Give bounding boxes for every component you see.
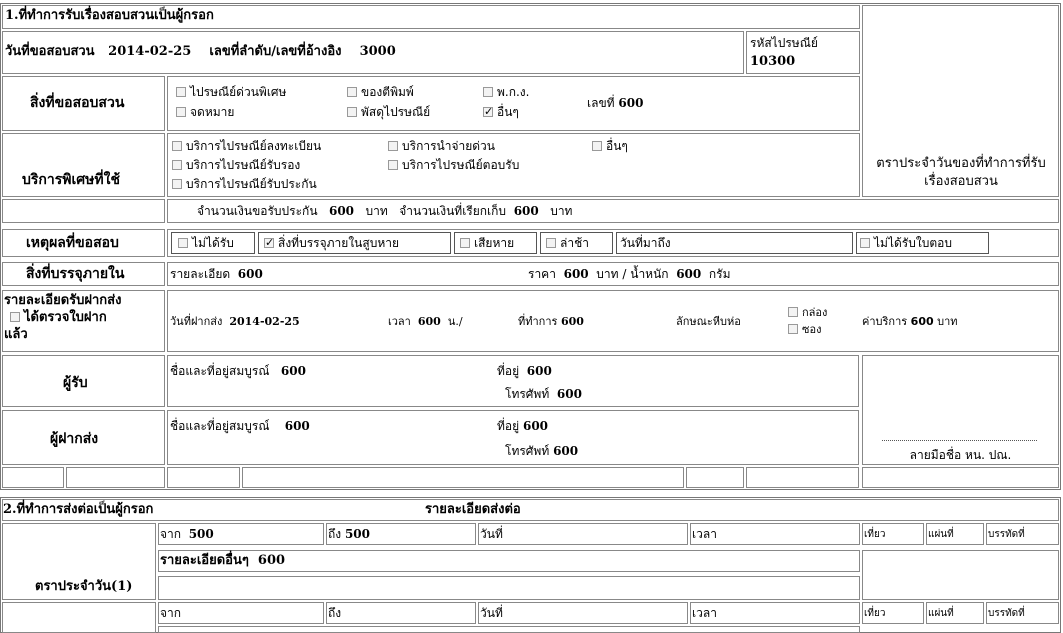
- date-cell-2[interactable]: [478, 602, 688, 624]
- empty-cell-1: [2, 467, 64, 488]
- item-letter[interactable]: จดหมาย: [176, 104, 234, 120]
- time-value: 600: [417, 315, 441, 328]
- from-cell-2[interactable]: [158, 602, 324, 624]
- stamp1-label: ตราประจำวัน(1): [35, 579, 133, 594]
- signature-line: [882, 440, 1037, 441]
- checkbox-icon: [176, 87, 186, 97]
- blank-row: [158, 576, 860, 600]
- deposit-check-checkbox[interactable]: [10, 312, 20, 322]
- money-line: จำนวนเงินขอรับประกัน 600 บาท จำนวนเงินที่เรียกเก็บ 600 บาท: [197, 204, 573, 218]
- package-envelope[interactable]: ซอง: [788, 322, 821, 338]
- empty-cell-3: [167, 467, 240, 488]
- stamp2-cell: [2, 602, 156, 633]
- reason-label: เหตุผลที่ขอสอบ: [26, 235, 119, 251]
- package-box[interactable]: กล่อง: [788, 305, 827, 321]
- service-express-delivery[interactable]: บริการนำจ่ายด่วน: [388, 138, 495, 154]
- checkbox-checked-icon: [483, 107, 493, 117]
- money-row-left: [2, 199, 165, 223]
- insured-value: 600: [328, 204, 355, 218]
- item-no: เลขที่ 600: [587, 96, 644, 110]
- date-cell[interactable]: [478, 523, 688, 545]
- receiver-phone: 600: [556, 387, 582, 401]
- sender-phone: 600: [553, 444, 579, 458]
- empty-cell-4: [242, 467, 684, 488]
- item-other[interactable]: ✓ อื่นๆ: [483, 104, 519, 120]
- item-printed[interactable]: ของตีพิมพ์: [347, 84, 414, 100]
- item-parcel[interactable]: พัสดุไปรษณีย์: [347, 104, 430, 120]
- sender-label: ผู้ฝากส่ง: [50, 431, 99, 447]
- empty-cell-6: [746, 467, 859, 488]
- forward-label: รายละเอียดส่งต่อ: [425, 502, 521, 517]
- checkbox-icon: [347, 107, 357, 117]
- checkbox-icon: [483, 87, 493, 97]
- other-detail-cell-2: [158, 626, 860, 633]
- sender-name: 600: [284, 419, 310, 433]
- empty-cell-2: [66, 467, 165, 488]
- ref-value: 3000: [359, 44, 396, 59]
- services-label: บริการพิเศษที่ใช้: [22, 172, 120, 188]
- signature-label: ลายมือชื่อ หน. ปณ.: [909, 448, 1012, 462]
- items-label: สิ่งที่ขอสอบสวน: [30, 95, 125, 111]
- fee-value: 600: [910, 315, 934, 328]
- price-value: 600: [563, 267, 589, 281]
- service-registered[interactable]: บริการไปรษณีย์ลงทะเบียน: [172, 138, 321, 154]
- section1-title: 1.ที่ทำการรับเรื่องสอบสวนเป็นผู้กรอก: [5, 8, 214, 23]
- arrive-date-label: วันที่มาถึง: [620, 236, 671, 250]
- postcode-value: 10300: [750, 54, 796, 69]
- receiver-name: 600: [280, 364, 306, 378]
- service-insured[interactable]: บริการไปรษณีย์รับประกัน: [172, 176, 317, 192]
- stamp-label: ตราประจำวันของที่ทำการที่รับเรื่องสอบสวน: [876, 156, 1046, 189]
- section2-title: 2.ที่ทำการส่งต่อเป็นผู้กรอก: [3, 502, 154, 517]
- empty-cell-7: [862, 467, 1059, 488]
- office-value: 600: [560, 315, 584, 328]
- to-value: 500: [344, 527, 371, 541]
- contents-label: สิ่งที่บรรจุภายใน: [26, 266, 125, 282]
- to-cell-2[interactable]: [326, 602, 476, 624]
- item-pkg[interactable]: พ.ก.ง.: [483, 84, 529, 100]
- right-blank-cell: [862, 550, 1059, 600]
- deposit-date-value: 2014-02-25: [229, 315, 300, 328]
- date-line: วันที่ขอสอบสวน 2014-02-25 เลขที่ลำดับ/เลขที่อ้างอิง 3000: [5, 44, 396, 59]
- service-reply[interactable]: บริการไปรษณีย์ตอบรับ: [388, 157, 519, 173]
- checkbox-icon: [347, 87, 357, 97]
- deposit-label-block: รายละเอียดรับฝากส่ง ได้ตรวจใบฝาก แล้ว: [4, 293, 122, 342]
- sender-addr: 600: [522, 419, 549, 433]
- checkbox-icon: [176, 107, 186, 117]
- weight-value: 600: [676, 267, 702, 281]
- item-express[interactable]: ไปรษณีย์ด่วนพิเศษ: [176, 84, 286, 100]
- receiver-addr: 600: [526, 364, 552, 378]
- service-certified[interactable]: บริการไปรษณีย์รับรอง: [172, 157, 300, 173]
- postcode-label: รหัสไปรษณีย์: [750, 36, 818, 50]
- service-other[interactable]: อื่นๆ: [592, 138, 628, 154]
- receiver-label: ผู้รับ: [63, 375, 88, 391]
- empty-cell-5: [686, 467, 744, 488]
- from-value: 500: [188, 527, 214, 541]
- section2-title-cell: [2, 499, 1059, 521]
- date-value: 2014-02-25: [108, 44, 192, 59]
- other-value: 600: [257, 553, 286, 568]
- detail-value: 600: [237, 267, 263, 281]
